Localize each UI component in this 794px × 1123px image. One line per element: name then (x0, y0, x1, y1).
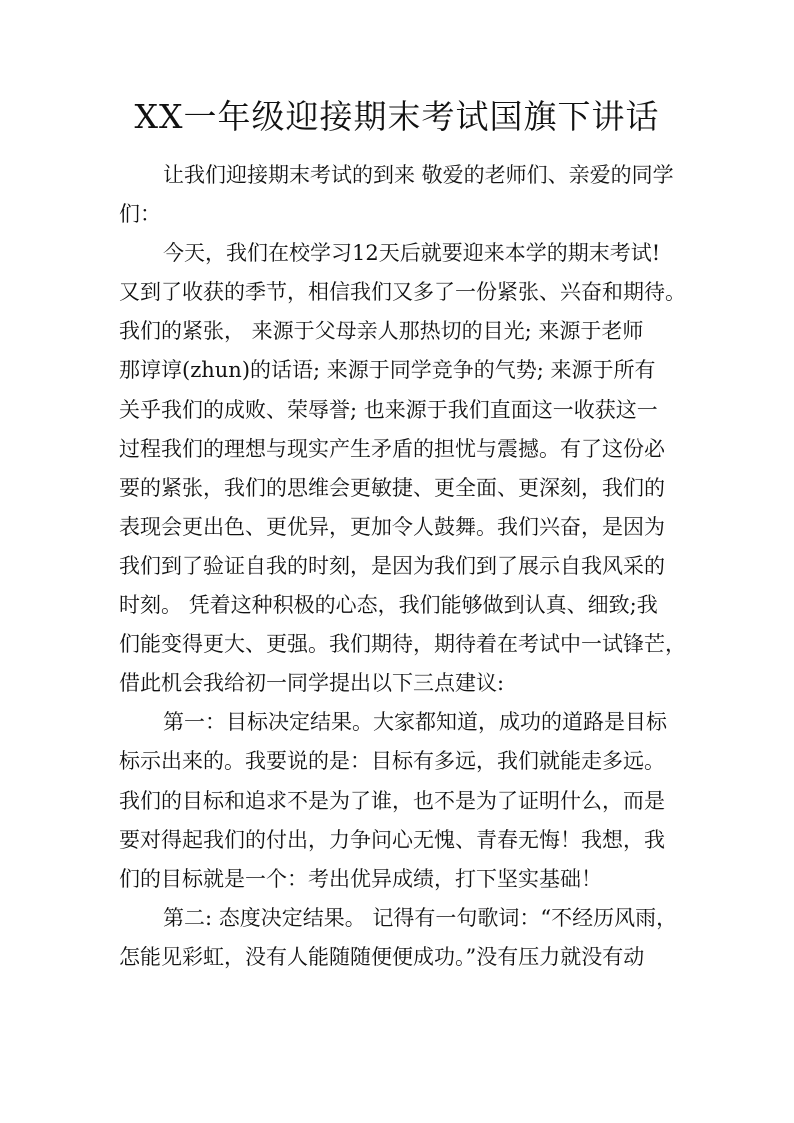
page-title: XX一年级迎接期末考试国旗下讲话 (134, 97, 660, 136)
paragraph-line: 怎能见彩虹，没有人能随随便便成功。”没有压力就没有动 (119, 944, 645, 969)
paragraph-line: 标示出来的。我要说的是：目标有多远，我们就能走多远。 (119, 749, 665, 774)
paragraph-line: 关乎我们的成败、荣辱誉; 也来源于我们直面这一收获这一 (119, 397, 658, 422)
paragraph-line: 表现会更出色、更优异，更加令人鼓舞。我们兴奋，是因为 (119, 514, 665, 539)
paragraph-line: 们能变得更大、更强。我们期待，期待着在考试中一试锋芒， (119, 632, 686, 657)
paragraph-line: 时刻。 凭着这种积极的心态，我们能够做到认真、细致;我 (119, 593, 658, 618)
paragraph-line: 我们到了验证自我的时刻，是因为我们到了展示自我风采的 (119, 553, 665, 578)
paragraph-line: 要的紧张，我们的思维会更敏捷、更全面、更深刻，我们的 (119, 475, 665, 500)
paragraph-line: 借此机会我给初一同学提出以下三点建议: (119, 671, 505, 696)
paragraph-line: 我们的目标和追求不是为了谁，也不是为了证明什么，而是 (119, 788, 665, 813)
paragraph-line: 过程我们的理想与现实产生矛盾的担忧与震撼。有了这份必 (119, 436, 665, 461)
paragraph-line: 要对得起我们的付出，力争问心无愧、青春无悔！我想，我 (119, 827, 665, 852)
paragraph-line: 又到了收获的季节，相信我们又多了一份紧张、兴奋和期待。 (119, 280, 686, 305)
paragraph-line: 第二: 态度决定结果。 记得有一句歌词：“不经历风雨， (163, 905, 678, 930)
paragraph-line: 今天，我们在校学习12天后就要迎来本学的期末考试! (163, 241, 661, 266)
paragraph-line: 们： (119, 202, 161, 227)
paragraph-line: 们的目标就是一个：考出优异成绩，打下坚实基础！ (119, 866, 602, 891)
paragraph-line: 那谆谆(zhun)的话语; 来源于同学竞争的气势; 来源于所有 (119, 358, 656, 383)
document-body (119, 156, 686, 977)
paragraph-line: 我们的紧张， 来源于父母亲人那热切的目光; 来源于老师 (119, 319, 644, 344)
paragraph-line: 让我们迎接期末考试的到来 敬爱的老师们、亲爱的同学 (163, 163, 674, 187)
paragraph-line: 第一：目标决定结果。大家都知道，成功的道路是目标 (163, 710, 667, 735)
